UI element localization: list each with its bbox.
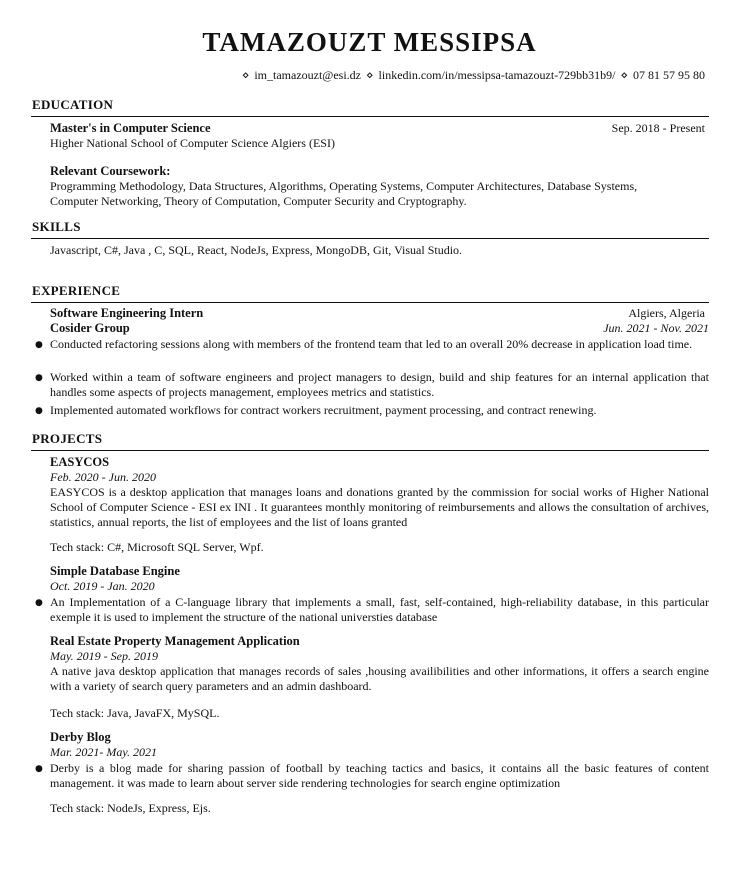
experience-bullet: Conducted refactoring sessions along with members of the frontend team that led to an overall 20% decrease in application load time. [50, 337, 693, 351]
separator-diamond: ⋄ [241, 68, 250, 82]
project-tech-stack: Tech stack: Java, JavaFX, MySQL. [50, 706, 220, 720]
job-role: Software Engineering Intern [50, 306, 204, 320]
contact-line [240, 68, 705, 83]
project-name: Simple Database Engine [50, 564, 180, 578]
linkedin-link[interactable]: linkedin.com/in/messipsa-tamazouzt-729bb31b9/ [378, 68, 616, 82]
experience-bullet: Implemented automated workflows for contract workers recruitment, payment processing, and contract renewing. [50, 403, 597, 417]
bullet-dot: ● [35, 598, 43, 608]
job-location: Algiers, Algeria [628, 306, 705, 320]
education-heading: EDUCATION [32, 97, 114, 112]
project-dates: May. 2019 - Sep. 2019 [50, 649, 158, 663]
company-name: Cosider Group [50, 321, 130, 335]
bullet-dot: ● [35, 406, 43, 416]
degree-title: Master's in Computer Science [50, 121, 211, 135]
projects-heading: PROJECTS [32, 431, 103, 446]
project-name: Derby Blog [50, 730, 111, 744]
coursework-heading: Relevant Coursework: [50, 164, 171, 178]
separator-diamond: ⋄ [620, 68, 628, 82]
education-divider [31, 116, 709, 117]
phone-number: 07 81 57 95 80 [633, 68, 705, 82]
project-name: EASYCOS [50, 455, 110, 469]
email-link[interactable]: im_tamazouzt@esi.dz [254, 68, 362, 82]
project-tech-stack: Tech stack: C#, Microsoft SQL Server, Wpf. [50, 540, 264, 554]
skills-heading: SKILLS [32, 219, 81, 234]
skills-list: Javascript, C#, Java , C, SQL, React, NodeJs, Express, MongoDB, Git, Visual Studio. [50, 243, 463, 257]
project-tech-stack: Tech stack: NodeJs, Express, Ejs. [50, 801, 211, 815]
project-dates: Feb. 2020 - Jun. 2020 [50, 470, 156, 484]
project-bullet: An Implementation of a C-language library that implements a small, fast, self-contained, high-reliability database, in this particular exemple it is used to implement the structure of the national universties database [50, 595, 709, 624]
school-name: Higher National School of Computer Science Algiers (ESI) [50, 136, 335, 150]
experience-heading: EXPERIENCE [32, 283, 121, 298]
skills-divider [31, 238, 709, 239]
separator-diamond: ⋄ [366, 68, 374, 82]
candidate-name: TAMAZOUZT MESSIPSA [202, 27, 537, 57]
education-dates: Sep. 2018 - Present [611, 121, 705, 135]
coursework-line: Programming Methodology, Data Structures, Algorithms, Operating Systems, Computer Architectures, Database Systems, [50, 179, 638, 193]
project-dates: Oct. 2019 - Jan. 2020 [50, 579, 155, 593]
bullet-dot: ● [35, 373, 43, 383]
project-dates: Mar. 2021- May. 2021 [50, 745, 157, 759]
coursework-line: Computer Networking, Theory of Computation, Computer Security and Cryptography. [50, 194, 467, 208]
bullet-dot: ● [35, 764, 43, 774]
bullet-dot: ● [35, 340, 43, 350]
project-description: EASYCOS is a desktop application that manages loans and donations granted by the commission for social works of Higher National School of Computer Science - ESI ex INI . It guarantees monthly monitoring of reimbursements and allows the consultation of archives, statistics, annual reports, the list of employees and the list of loans granted [50, 485, 709, 529]
experience-bullet: Worked within a team of software engineers and project managers to design, build and ship features for an internal application that handles some aspects of projects management, employees metrics and statistics. [50, 370, 709, 399]
project-description: A native java desktop application that manages records of sales ,housing availibilities and other informations, it offers a search engine with a variety of search query parameters and an admin dashboard. [50, 664, 709, 693]
project-name: Real Estate Property Management Application [50, 634, 300, 648]
experience-divider [31, 302, 709, 303]
project-bullet: Derby is a blog made for sharing passion of football by teaching tactics and basics, it contains all the basic features of content management. it was made to learn about server side rendering technologies for search engine optimization [50, 761, 709, 790]
job-dates: Jun. 2021 - Nov. 2021 [603, 321, 709, 335]
projects-divider [31, 450, 709, 451]
